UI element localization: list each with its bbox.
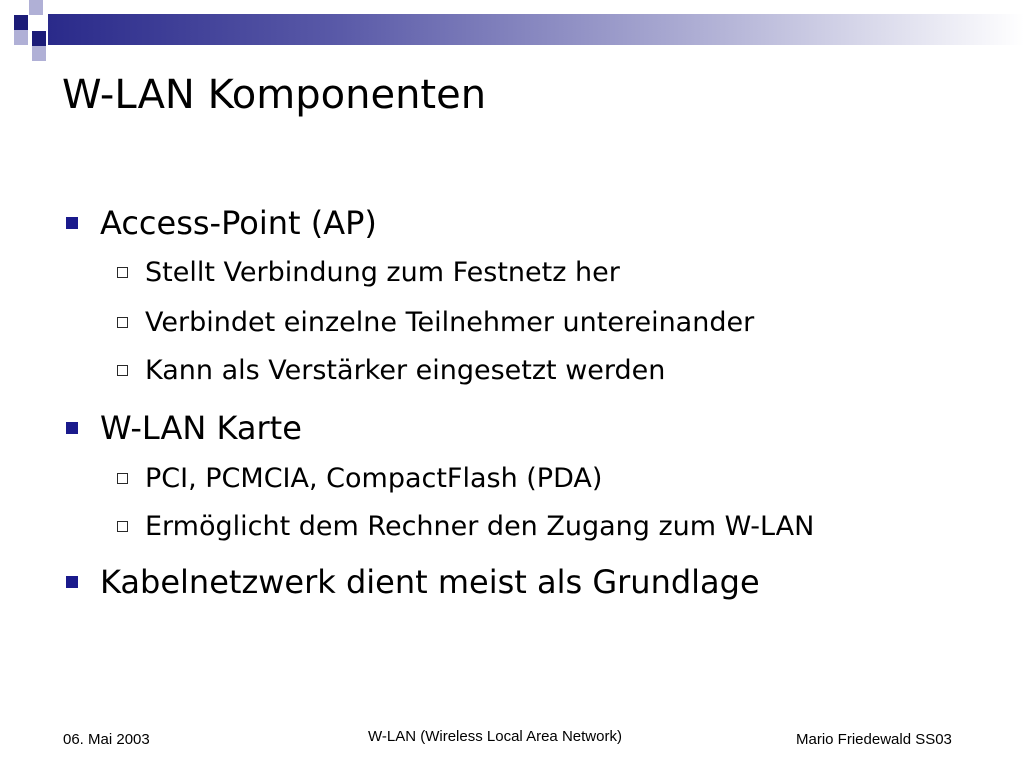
- hollow-square-bullet-icon: [117, 473, 128, 484]
- sub-bullet-text: Verbindet einzelne Teilnehmer untereinander: [145, 307, 755, 338]
- bullet-text: Access-Point (AP): [100, 204, 377, 242]
- footer-topic: W-LAN (Wireless Local Area Network): [368, 728, 622, 745]
- hollow-square-bullet-icon: [117, 267, 128, 278]
- filled-square-bullet-icon: [66, 576, 78, 588]
- hollow-square-bullet-icon: [117, 521, 128, 532]
- sub-bullet-text: PCI, PCMCIA, CompactFlash (PDA): [145, 463, 603, 494]
- slide-title: W-LAN Komponenten: [62, 72, 487, 118]
- footer-date: 06. Mai 2003: [63, 731, 150, 748]
- sub-bullet-text: Ermöglicht dem Rechner den Zugang zum W-LAN: [145, 511, 815, 542]
- hollow-square-bullet-icon: [117, 365, 128, 376]
- hollow-square-bullet-icon: [117, 317, 128, 328]
- bullet-text: W-LAN Karte: [100, 409, 302, 447]
- filled-square-bullet-icon: [66, 422, 78, 434]
- footer-author: Mario Friedewald SS03: [796, 731, 952, 748]
- filled-square-bullet-icon: [66, 217, 78, 229]
- sub-bullet-text: Kann als Verstärker eingesetzt werden: [145, 355, 666, 386]
- sub-bullet-text: Stellt Verbindung zum Festnetz her: [145, 257, 620, 288]
- bullet-text: Kabelnetzwerk dient meist als Grundlage: [100, 563, 760, 601]
